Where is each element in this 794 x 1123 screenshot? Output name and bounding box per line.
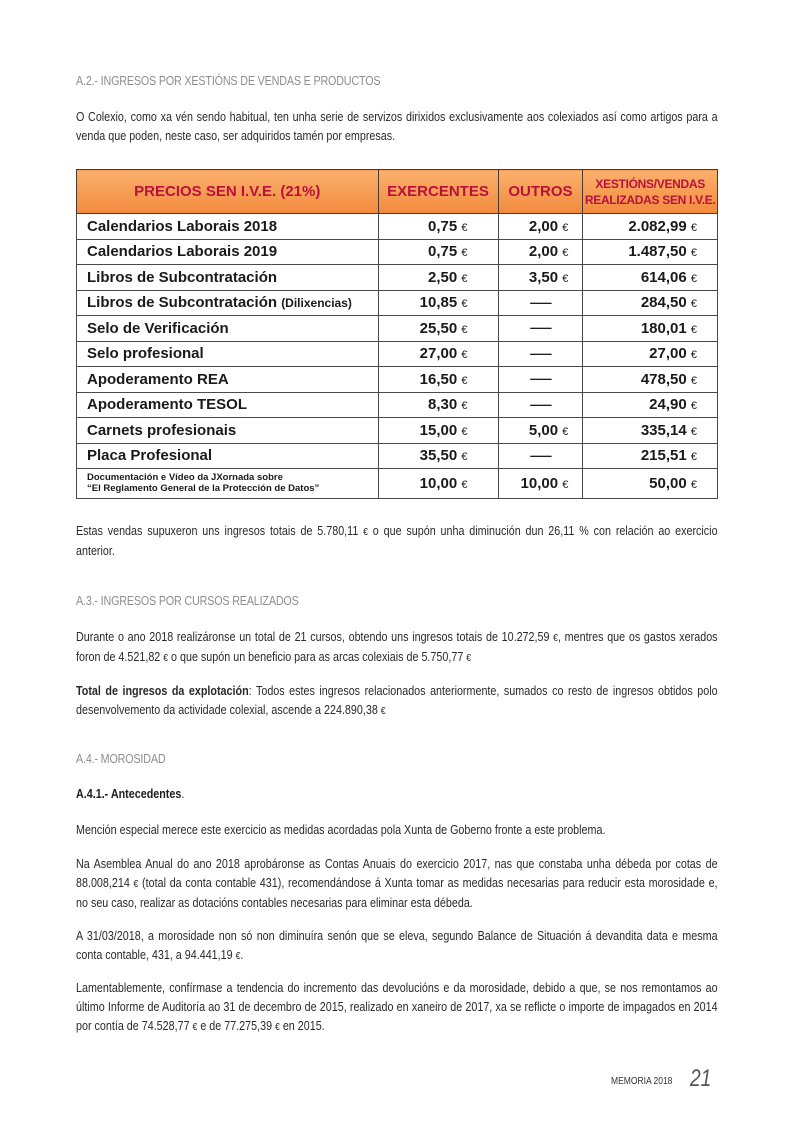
table-row (77, 341, 718, 367)
euro-symbol: € (461, 272, 468, 285)
price-exercentes: 15,00 € (378, 418, 498, 444)
sales-total: 284,50 € (583, 290, 718, 316)
euro-symbol: € (562, 425, 569, 438)
sales-total: 50,00 € (583, 469, 718, 499)
euro-symbol: € (562, 272, 569, 285)
euro-symbol: € (562, 247, 569, 260)
euro-symbol: € (363, 527, 368, 538)
euro-symbol: € (461, 349, 468, 362)
euro-symbol: € (461, 451, 468, 464)
section-title-a4: A.4.- MOROSIDAD (76, 752, 166, 766)
euro-symbol: € (690, 221, 697, 234)
sales-total: 215,51 € (583, 443, 718, 469)
euro-symbol: € (690, 374, 697, 387)
price-outros: -------- (498, 316, 583, 342)
price-outros: -------- (498, 367, 583, 393)
price-outros: 10,00 € (498, 469, 583, 499)
table-header-row (77, 170, 718, 214)
product-name: Carnets profesionais (77, 418, 379, 444)
euro-symbol: € (461, 298, 468, 311)
table-row (77, 214, 718, 240)
table-row (77, 392, 718, 418)
footer-label: MEMORIA 2018 (611, 1076, 673, 1087)
sales-total: 24,90 € (583, 392, 718, 418)
table-row (77, 418, 718, 444)
euro-symbol: € (461, 478, 468, 491)
euro-symbol: € (461, 374, 468, 387)
price-outros: 3,50 € (498, 265, 583, 291)
table-row (77, 443, 718, 469)
product-name: Apoderamento REA (77, 367, 379, 393)
morosidad-paragraph-3: A 31/03/2018, a morosidade non só non diminuíra senón que se eleva, segundo Balance de Situación á devandita data e mesma conta contable, 431, a 94.441,19 €. (76, 929, 718, 962)
section-title-a3: A.3.- INGRESOS POR CURSOS REALIZADOS (76, 594, 299, 608)
euro-symbol: € (690, 451, 697, 464)
sales-total: 27,00 € (583, 341, 718, 367)
product-name: Libros de Subcontratación (Dilixencias) (77, 290, 379, 316)
euro-symbol: € (562, 221, 569, 234)
euro-symbol: € (690, 247, 697, 260)
euro-symbol: € (461, 425, 468, 438)
sales-total: 335,14 € (583, 418, 718, 444)
euro-symbol: € (461, 221, 468, 234)
price-exercentes: 27,00 € (378, 341, 498, 367)
euro-symbol: € (461, 400, 468, 413)
euro-symbol: € (562, 478, 569, 491)
price-outros: -------- (498, 290, 583, 316)
courses-paragraph: Durante o ano 2018 realizáronse un total de 21 cursos, obtendo uns ingresos totais de 10.272,59 €, mentres que os gastos xerados foron de 4.521,82 € o que supón un beneficio para as arcas colexiais de 5.750,77 € (76, 630, 718, 664)
euro-symbol: € (690, 425, 697, 438)
section-title-a2: A.2.- INGRESOS POR XESTIÓNS DE VENDAS E PRODUCTOS (76, 74, 381, 88)
product-name: Apoderamento TESOL (77, 392, 379, 418)
product-name: Placa Profesional (77, 443, 379, 469)
morosidad-paragraph-1: Mención especial merece este exercicio as medidas acordadas pola Xunta de Goberno fronte a este problema. (76, 823, 606, 837)
product-name: Libros de Subcontratación (77, 265, 379, 291)
morosidad-paragraph-2: Na Asemblea Anual do ano 2018 aprobáronse as Contas Anuais do exercicio 2017, nas que constaba unha débeda por cotas de 88.008,214 € (total da conta contable 431), recomendándose á Xunta tomar as medidas necesarias para reducir esta morosidade e, no seu caso, realizar as dotacións contables necesarias para eliminar esta débeda. (76, 857, 718, 910)
price-outros: 2,00 € (498, 239, 583, 265)
header-xestions: XESTIÓNS/VENDAS REALIZADAS SEN I.V.E. (583, 170, 718, 214)
euro-symbol: € (461, 323, 468, 336)
price-outros: 2,00 € (498, 214, 583, 240)
price-exercentes: 35,50 € (378, 443, 498, 469)
header-precios: PRECIOS SEN I.V.E. (21%) (77, 170, 379, 214)
euro-symbol: € (690, 298, 697, 311)
price-exercentes: 25,50 € (378, 316, 498, 342)
subsection-title-a41: A.4.1.- Antecedentes. (76, 787, 185, 801)
header-outros: OUTROS (498, 170, 583, 214)
morosidad-paragraph-4: Lamentablemente, confírmase a tendencia do incremento das devolucións e da morosidade, debido a que, se nos remontamos ao último Informe de Auditoría ao 31 de decembro de 2015, realizado en xaneiro de 2017, xa se reflicte o importe de impagados en 2014 por contía de 74.528,77 € e de 77.275,39 € en 2015. (76, 981, 718, 1033)
table-row (77, 316, 718, 342)
euro-symbol: € (690, 400, 697, 413)
euro-symbol: € (690, 323, 697, 336)
price-exercentes: 8,30 € (378, 392, 498, 418)
price-outros: -------- (498, 341, 583, 367)
header-exercentes: EXERCENTES (378, 170, 498, 214)
table-row (77, 290, 718, 316)
table-row (77, 469, 718, 499)
price-exercentes: 10,85 € (378, 290, 498, 316)
product-name: Selo profesional (77, 341, 379, 367)
euro-symbol: € (690, 272, 697, 285)
sales-total: 614,06 € (583, 265, 718, 291)
total-income-label: Total de ingresos da explotación (76, 684, 249, 698)
product-name: Documentación e Vídeo da JXornada sobre “El Reglamento General de la Protección de Datos” (77, 469, 379, 499)
product-name: Selo de Verificación (77, 316, 379, 342)
sales-summary-paragraph: Estas vendas supuxeron uns ingresos totais de 5.780,11 € o que supón unha diminución dun 26,11 % con relación ao exercicio anterior. (76, 524, 718, 558)
price-outros: -------- (498, 443, 583, 469)
product-name: Calendarios Laborais 2018 (77, 214, 379, 240)
table-row (77, 367, 718, 393)
page-number: 21 (690, 1065, 712, 1092)
sales-total: 1.487,50 € (583, 239, 718, 265)
price-exercentes: 2,50 € (378, 265, 498, 291)
price-exercentes: 16,50 € (378, 367, 498, 393)
euro-symbol: € (690, 478, 697, 491)
price-exercentes: 10,00 € (378, 469, 498, 499)
price-outros: 5,00 € (498, 418, 583, 444)
product-name: Calendarios Laborais 2019 (77, 239, 379, 265)
sales-total: 478,50 € (583, 367, 718, 393)
table-row (77, 239, 718, 265)
sales-total: 180,01 € (583, 316, 718, 342)
euro-symbol: € (690, 349, 697, 362)
intro-paragraph: O Colexio, como xa vén sendo habitual, ten unha serie de servizos dirixidos exclusivamente aos colexiados así como artigos para a venda que poden, neste caso, ser adquiridos tamén por empresas. (76, 110, 718, 143)
price-outros: -------- (498, 392, 583, 418)
price-exercentes: 0,75 € (378, 239, 498, 265)
table-row (77, 265, 718, 291)
sales-total: 2.082,99 € (583, 214, 718, 240)
total-income-paragraph: Total de ingresos da explotación: Todos estes ingresos relacionados anteriormente, sumados co resto de ingresos obtidos polo desenvolvemento da actividade colexial, ascende a 224.890,38 € (76, 684, 718, 717)
euro-symbol: € (461, 247, 468, 260)
price-exercentes: 0,75 € (378, 214, 498, 240)
prices-table (76, 169, 718, 499)
